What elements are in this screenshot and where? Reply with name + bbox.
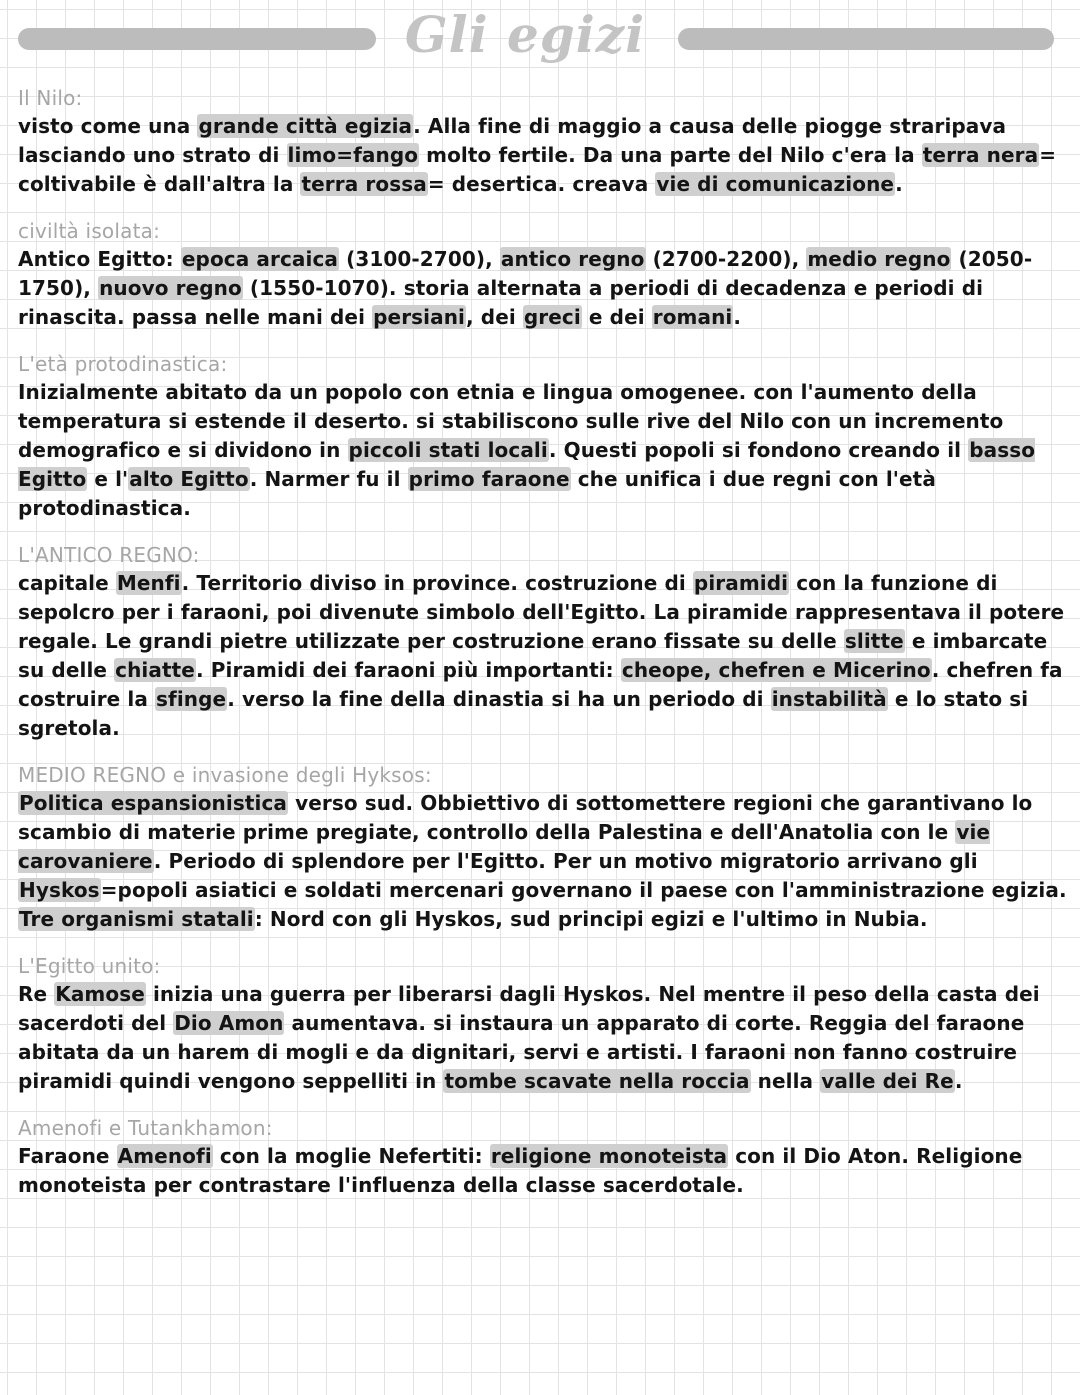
highlighted-term: terra rossa (301, 172, 427, 196)
title-row (0, 0, 1080, 80)
section-heading: MEDIO REGNO e invasione degli Hyksos: (18, 763, 432, 787)
page-title: Gli egizi (404, 5, 646, 64)
section-body (18, 1142, 1068, 1200)
body-text: e l' (87, 467, 129, 491)
highlighted-term: primo faraone (408, 467, 570, 491)
note-section (18, 217, 1068, 332)
body-text: . Narmer fu il (249, 467, 408, 491)
body-text: visto come una (18, 114, 198, 138)
body-text: =popoli asiatici e soldati mercenari governano il paese con l'amministrazione egizia. (100, 878, 1067, 902)
highlighted-term: persiani (373, 305, 466, 329)
body-text: Antico Egitto: (18, 247, 181, 271)
highlighted-term: grande città egizia (198, 114, 413, 138)
body-text: e lo stato si sgretola. (18, 687, 1029, 740)
body-text: aumentava. si instaura un apparato di corte. Reggia del faraone abitata da un harem di mogli e da dignitari, servi e artisti. I faraoni non fanno costruire piramidi quindi vengono seppelliti in (18, 1011, 1025, 1093)
highlighted-term: greci (523, 305, 581, 329)
highlighted-term: Tre organismi statali (19, 907, 254, 931)
body-text: . Questi popoli si fondono creando il (548, 438, 969, 462)
body-text: . verso la fine della dinastia si ha un periodo di (227, 687, 771, 711)
highlighted-term: vie carovaniere (18, 820, 991, 873)
body-text: (3100-2700), (339, 247, 500, 271)
body-text: (2050-1750), (18, 247, 1033, 300)
body-text: . Alla fine di maggio a causa delle piogge straripava lasciando uno strato di (18, 114, 1007, 167)
body-text: . Piramidi dei faraoni più importanti: (195, 658, 621, 682)
highlighted-term: Politica espansionistica (19, 791, 288, 815)
body-text: : Nord con gli Hyskos, sud principi egizi e l'ultimo in Nubia. (254, 907, 928, 931)
highlighted-term: Dio Amon (174, 1011, 284, 1035)
body-text: . Periodo di splendore per l'Egitto. Per un motivo migratorio arrivano gli (153, 849, 978, 873)
highlighted-term: sfinge (156, 687, 227, 711)
body-text: verso sud. Obbiettivo di sottomettere regioni che garantivano lo scambio di materie prime pregiate, controllo della Palestina e dell'Anatolia con le (18, 791, 1033, 844)
body-text: con la moglie Nefertiti: (212, 1144, 490, 1168)
body-text: che unifica i due regni con l'età protodinastica. (18, 467, 936, 520)
highlighted-term: nuovo regno (99, 276, 242, 300)
highlighted-term: religione monoteista (490, 1144, 728, 1168)
highlighted-term: Hyskos (19, 878, 100, 902)
body-text: e imbarcate su delle (18, 629, 1048, 682)
title-decoration-left (18, 28, 376, 50)
body-text: Faraone (18, 1144, 117, 1168)
highlighted-term: limo=fango (287, 143, 419, 167)
section-body (18, 245, 1068, 332)
title-decoration-right (678, 28, 1054, 50)
section-heading: L'ANTICO REGNO: (18, 543, 200, 567)
body-text: (1550-1070). storia alternata a periodi di decadenza e periodi di rinascita. passa nelle mani dei (18, 276, 984, 329)
body-text: = desertica. creava (427, 172, 656, 196)
body-text: e dei (581, 305, 652, 329)
body-text: Inizialmente abitato da un popolo con etnia e lingua omogenee. con l'aumento della temperatura si estende il deserto. si stabiliscono sulle rive del Nilo con un incremento demografico e si dividono in (18, 380, 1004, 462)
highlighted-term: terra nera (922, 143, 1039, 167)
highlighted-term: romani (652, 305, 733, 329)
highlighted-term: medio regno (807, 247, 951, 271)
highlighted-term: slitte (844, 629, 904, 653)
highlighted-term: piramidi (693, 571, 789, 595)
body-text: molto fertile. Da una parte del Nilo c'era la (419, 143, 922, 167)
section-heading: Il Nilo: (18, 86, 83, 110)
highlighted-term: Amenofi (117, 1144, 212, 1168)
body-text: con il Dio Aton. Religione monoteista per contrastare l'influenza della classe sacerdotale. (18, 1144, 1023, 1197)
section-body (18, 378, 1068, 523)
body-text: nella (750, 1069, 821, 1093)
section-body (18, 112, 1068, 199)
highlighted-term: antico regno (500, 247, 645, 271)
highlighted-term: cheope, chefren e Micerino (621, 658, 931, 682)
section-body (18, 569, 1068, 743)
note-section (18, 1114, 1068, 1200)
highlighted-term: valle dei Re (821, 1069, 954, 1093)
note-section (18, 952, 1068, 1096)
highlighted-term: basso Egitto (18, 438, 1036, 491)
note-section (18, 84, 1068, 199)
body-text: capitale (18, 571, 116, 595)
highlighted-term: Kamose (55, 982, 145, 1006)
note-section (18, 761, 1068, 934)
highlighted-term: Menfi (116, 571, 181, 595)
notes-content (18, 84, 1068, 1218)
body-text: Re (18, 982, 55, 1006)
highlighted-term: tombe scavate nella roccia (444, 1069, 750, 1093)
body-text: inizia una guerra per liberarsi dagli Hyskos. Nel mentre il peso della casta dei sacerdoti del (18, 982, 1040, 1035)
highlighted-term: instabilità (771, 687, 887, 711)
body-text: . Territorio diviso in province. costruzione di (181, 571, 693, 595)
note-section (18, 541, 1068, 743)
section-body (18, 980, 1068, 1096)
section-heading: Amenofi e Tutankhamon: (18, 1116, 273, 1140)
body-text: = coltivabile è dall'altra la (18, 143, 1057, 196)
note-section (18, 350, 1068, 523)
section-heading: civiltà isolata: (18, 219, 161, 243)
body-text: . chefren fa costruire la (18, 658, 1063, 711)
body-text: (2700-2200), (645, 247, 807, 271)
section-heading: L'Egitto unito: (18, 954, 161, 978)
body-text: con la funzione di sepolcro per i faraoni, poi divenute simbolo dell'Egitto. La piramide rappresentava il potere regale. Le grandi pietre utilizzate per costruzione erano fissate su delle (18, 571, 1065, 653)
body-text: . (895, 172, 903, 196)
highlighted-term: piccoli stati locali (348, 438, 548, 462)
section-body (18, 789, 1068, 934)
highlighted-term: epoca arcaica (181, 247, 339, 271)
highlighted-term: vie di comunicazione (656, 172, 895, 196)
section-heading: L'età protodinastica: (18, 352, 228, 376)
body-text: . (954, 1069, 963, 1093)
body-text: . (733, 305, 742, 329)
highlighted-term: chiatte (115, 658, 195, 682)
highlighted-term: alto Egitto (129, 467, 249, 491)
body-text: , dei (466, 305, 523, 329)
